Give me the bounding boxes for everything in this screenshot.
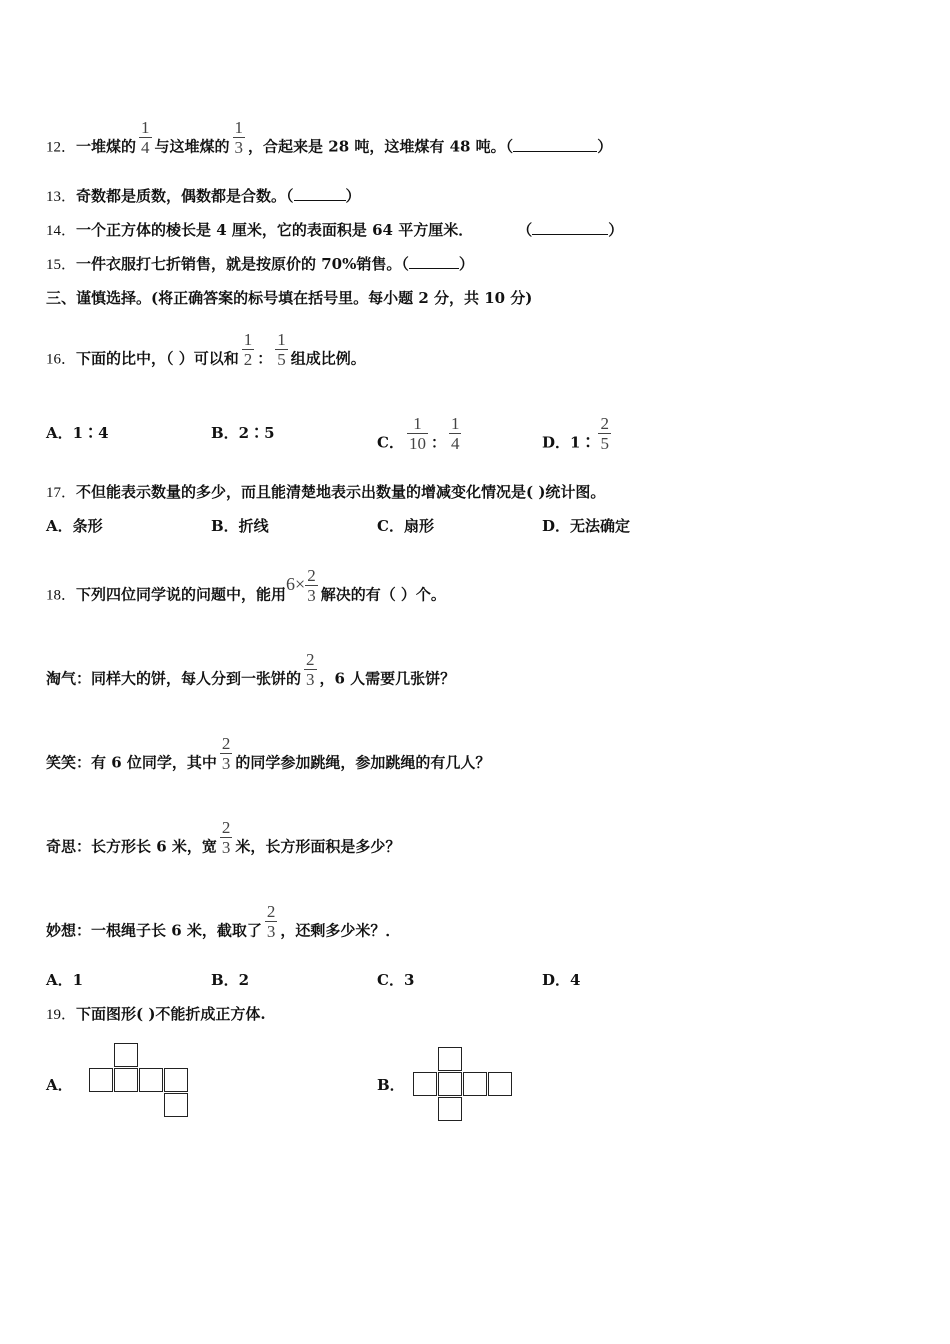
answer-blank[interactable] — [532, 222, 608, 235]
question-text: 解决的有（ ）个。 — [320, 585, 446, 604]
question-15 — [46, 255, 474, 274]
net-square — [114, 1043, 138, 1067]
numerator: 2 — [306, 650, 315, 669]
student-statement-2 — [46, 734, 491, 783]
question-text: 一个正方体的棱长是 4 厘米，它的表面积是 64 平方厘米． — [76, 221, 474, 239]
number: 6 — [286, 573, 296, 594]
option-d[interactable]: D．无法确定 — [542, 517, 631, 535]
option-b[interactable]: B．2 — [211, 971, 250, 989]
question-17 — [46, 483, 605, 502]
question-12 — [46, 118, 613, 167]
question-16 — [46, 330, 366, 379]
question-text: 奇数都是质数，偶数都是合数。（ — [76, 187, 294, 205]
answer-blank[interactable] — [409, 256, 459, 269]
fraction — [265, 902, 278, 941]
numerator: 2 — [221, 818, 231, 837]
denominator: 4 — [450, 434, 460, 453]
option-d[interactable]: D．4 — [542, 971, 581, 989]
question-text: ） — [608, 221, 624, 239]
numerator: 2 — [600, 414, 609, 433]
fraction — [305, 566, 318, 605]
option-c[interactable]: C．扇形 — [377, 517, 434, 535]
question-text: 一件衣服打七折销售，就是按原价的 70%销售。（ — [76, 255, 409, 273]
times-sign: × — [295, 573, 306, 594]
ratio-colon: ： — [257, 349, 273, 368]
denominator: 2 — [243, 350, 253, 369]
fraction — [233, 118, 246, 157]
fraction — [220, 734, 233, 773]
option-d[interactable] — [542, 414, 614, 463]
question-text: 与这堆煤的 — [154, 137, 230, 156]
denominator: 3 — [221, 754, 231, 773]
question-text: 下列四位同学说的问题中，能用 — [76, 585, 287, 604]
net-square — [463, 1072, 487, 1096]
statement-text: 淘气：同样大的饼，每人分到一张饼的 — [46, 669, 302, 688]
student-statement-1 — [46, 650, 456, 699]
net-square — [413, 1072, 437, 1096]
statement-text: ，还剩多少米？． — [280, 921, 401, 940]
numerator: 1 — [243, 330, 253, 349]
statement-text: 的同学参加跳绳，参加跳绳的有几人？ — [235, 753, 491, 772]
answer-blank[interactable] — [513, 139, 597, 152]
denominator: 3 — [234, 138, 244, 157]
net-square — [89, 1068, 113, 1092]
net-square — [139, 1068, 163, 1092]
option-b[interactable]: B．折线 — [211, 517, 269, 535]
student-statement-3 — [46, 818, 401, 867]
question-text: （ — [517, 221, 533, 239]
student-statement-4 — [46, 902, 401, 951]
cube-net-b[interactable] — [413, 1047, 515, 1124]
numerator: 1 — [234, 118, 244, 137]
denominator: 4 — [141, 138, 150, 157]
fraction — [275, 330, 288, 369]
denominator: 3 — [307, 586, 316, 605]
option-a[interactable]: A．1 — [46, 971, 84, 989]
numerator: 1 — [141, 118, 150, 137]
option-a[interactable]: A．1∶4 — [46, 424, 109, 442]
fraction — [139, 118, 152, 157]
question-number: 19． — [46, 1007, 77, 1023]
question-text: 下面图形( )不能折成正方体. — [76, 1005, 266, 1023]
question-text: 不但能表示数量的多少，而且能清楚地表示出数量的增减变化情况是( )统计图。 — [76, 483, 606, 501]
section-heading: 三、谨慎选择。(将正确答案的标号填在括号里。每小题 2 分，共 10 分) — [46, 289, 533, 307]
fraction — [220, 818, 233, 857]
question-number: 12． — [46, 139, 77, 156]
option-a[interactable]: A． — [46, 1076, 73, 1094]
question-14 — [46, 221, 623, 240]
numerator: 1 — [450, 414, 460, 433]
option-c[interactable]: C．3 — [377, 971, 415, 989]
statement-text: 米，长方形面积是多少？ — [235, 837, 401, 856]
net-square — [438, 1097, 462, 1121]
ratio-colon: ： — [430, 433, 446, 452]
fraction — [242, 330, 255, 369]
net-square — [164, 1093, 188, 1117]
numerator: 2 — [307, 566, 316, 585]
numerator: 2 — [221, 734, 231, 753]
question-19 — [46, 1005, 266, 1024]
question-text: ） — [345, 187, 361, 205]
option-b[interactable]: B．2∶5 — [211, 424, 275, 442]
denominator: 3 — [266, 922, 276, 941]
statement-text: 奇思：长方形长 6 米，宽 — [46, 837, 217, 856]
option-label: C． — [377, 433, 404, 452]
option-label: D．1∶ — [542, 433, 596, 452]
question-text: 下面的比中，（ ）可以和 — [76, 349, 239, 368]
statement-text: 笑笑：有 6 位同学，其中 — [46, 753, 217, 772]
statement-text: ，6 人需要几张饼？ — [319, 669, 456, 688]
answer-blank[interactable] — [294, 188, 346, 201]
question-text: 一堆煤的 — [76, 137, 137, 156]
numerator: 1 — [407, 414, 428, 434]
question-number: 17． — [46, 485, 77, 501]
net-square — [164, 1068, 188, 1092]
denominator: 3 — [306, 670, 315, 689]
question-text: ） — [597, 137, 613, 156]
statement-text: 妙想：一根绳子长 6 米，截取了 — [46, 921, 262, 940]
cube-net-a[interactable] — [89, 1043, 191, 1120]
question-13 — [46, 187, 361, 206]
question-number: 14． — [46, 223, 77, 239]
net-square — [488, 1072, 512, 1096]
numerator: 2 — [266, 902, 276, 921]
fraction — [598, 414, 611, 453]
question-text: 组成比例。 — [290, 349, 366, 368]
fraction — [304, 650, 317, 689]
question-number: 16． — [46, 351, 77, 368]
question-18 — [46, 566, 446, 615]
question-text: ，合起来是 28 吨，这堆煤有 48 吨。（ — [248, 137, 514, 156]
numerator: 1 — [277, 330, 286, 349]
denominator: 5 — [600, 434, 609, 453]
denominator: 10 — [408, 434, 426, 453]
denominator: 3 — [221, 838, 231, 857]
option-c[interactable] — [377, 414, 464, 463]
fraction — [407, 414, 428, 453]
fraction — [449, 414, 462, 453]
net-square — [438, 1047, 462, 1071]
option-b[interactable]: B． — [377, 1076, 405, 1094]
question-number: 15． — [46, 257, 77, 273]
question-text: ） — [458, 255, 474, 273]
question-number: 13． — [46, 189, 77, 205]
denominator: 5 — [277, 350, 286, 369]
option-a[interactable]: A．条形 — [46, 517, 103, 535]
question-number: 18． — [46, 587, 77, 604]
net-square — [114, 1068, 138, 1092]
net-square — [438, 1072, 462, 1096]
